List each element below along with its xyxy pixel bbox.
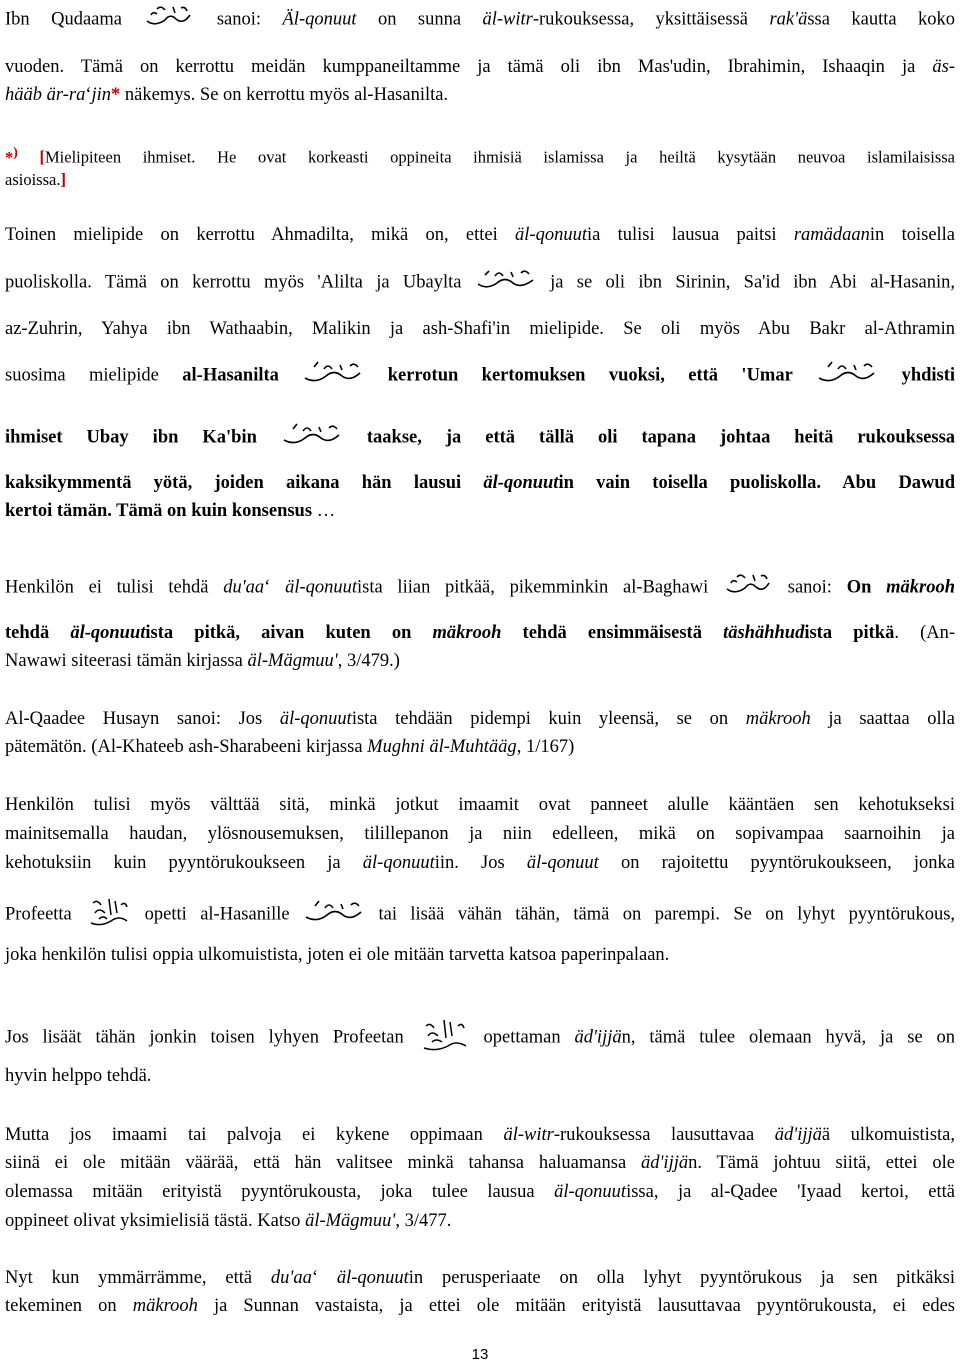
p5-line-2 [5,823,955,845]
text-span: ja saattaa olla [828,709,956,729]
footnote-marker: *) [5,144,18,167]
text-span: opetti al-Hasanille [144,904,290,925]
italic-term: äl-qonuut [362,853,435,873]
text-span: oppineet olivat yksimielisiä tästä. Katso [5,1211,301,1231]
text-span: puoliskolla. Tämä on kerrottu myös 'Alilta ja Ubaylta [5,272,462,293]
bold-text: ista pitkä [804,623,895,643]
italic-term: äl-qonuut [554,1182,627,1202]
text-span: Henkilön ei tulisi tehdä [5,577,209,598]
italic-term: Mughni äl-Muhtääg [367,737,517,757]
italic-term: äl-qonuut [318,1268,409,1288]
text-span: . (An- [894,623,956,643]
italic-term: du'aa [270,1268,312,1288]
text-span: pätemätön. (Al-Khateeb ash-Sharabeeni kirjassa [5,737,363,757]
text-span: joka henkilön tulisi oppia ulkomuistista, joten ei ole mitään tarvetta katsoa paperinpalaan. [5,945,670,965]
text-span: sunna [417,9,462,30]
text-span: -rukouksessa lausuttavaa [553,1125,755,1145]
p2-line-2 [5,271,955,295]
text-span: Ibn Qudaama [5,9,122,30]
text-span: Nawawi siteerasi tämän kirjassa [5,651,243,671]
italic-term: äd'ijjä [640,1153,689,1173]
text-span: hyvin helppo tehdä. [5,1066,152,1086]
text-span: Henkilön tulisi myös välttää sitä, minkä jotkut imaamit ovat panneet alulle kääntäen sen kehotukseksi [5,795,955,815]
text-span: sanoi: [216,9,262,30]
footnote-text: asioissa. [5,170,61,189]
p4-line-1 [5,708,955,730]
p5-line-4 [5,897,955,933]
text-span: ja se oli ibn Sirinin, Sa'id ibn Abi al-Hasanin, [550,272,956,293]
ellipsis: … [316,501,336,521]
italic-term: rak'ä [769,9,808,30]
text-span: olemassa mitään erityistä pyyntörukousta, joka tulee lausua [5,1182,535,1202]
text-span: Mutta jos imaami tai palvoja ei kykene oppimaan [5,1125,483,1145]
bold-text: ihmiset Ubay ibn Ka'bin [5,427,257,448]
radiyallahu-anhu-calligraphy-icon [303,898,365,924]
text-span: ista tehdään pidempi kuin yleensä, se on [351,709,729,729]
bold-italic-term: äl-qonuut [70,623,146,643]
text-span: siinä ei ole mitään väärää, että hän valitsee minkä tahansa haluamansa [5,1153,627,1173]
text-span: in perusperiaate on olla lyhyt pyyntörukous ja sen pitkäksi [408,1268,955,1288]
text-span: tekeminen on [5,1296,117,1316]
italic-term: äl-Mägmuu' [247,651,338,671]
bold-text: kerrotun kertomuksen vuoksi, että 'Umar [387,365,793,386]
bold-text: taakse, ja että tällä oli tapana johtaa heitä rukouksessa [366,427,956,448]
italic-term: ramädaan [793,225,870,245]
text-span: -rukouksessa, yksittäisessä [532,9,749,30]
text-span: issa, ja al-Qadee 'Iyaad kertoi, että [626,1182,955,1202]
text-span: ja Sunnan vastaista, ja ettei ole mitään erityistä lausuttavaa pyyntörukousta, ei edes [213,1296,956,1316]
salallahu-alayhi-wa-sallam-calligraphy-icon [418,1014,470,1054]
p7-line-3 [5,1181,955,1203]
p1-line-1 [5,7,955,33]
rahimahullah-calligraphy-icon [723,571,773,597]
text-span: Nyt kun ymmärrämme, että [5,1268,253,1288]
italic-term: äl-qonuut [515,225,587,245]
p7-line-4 [5,1210,955,1232]
text-span: iin. Jos [434,853,505,873]
text-span: ssa kautta koko [807,9,956,30]
text-span: , 3/479.) [337,651,400,671]
p3-line-3 [5,650,955,672]
bold-text: yhdisti [901,365,956,386]
p2-line-1 [5,224,955,246]
p5-line-5 [5,944,955,966]
bold-italic-term: täshähhud [723,623,805,643]
text-span: kehotuksiin kuin pyyntörukoukseen ja [5,853,341,873]
italic-term: äl-qonuut [483,473,559,493]
footnote-bracket: [ [39,147,45,167]
italic-term: äl-qonuut [270,577,358,598]
p6-line-2 [5,1065,955,1087]
p3-line-2 [5,622,955,644]
italic-term: äl-qonuut [526,853,599,873]
p5-line-1 [5,794,955,816]
page-number: 13 [471,1346,489,1363]
italic-term: Äl-qonuut [282,9,357,30]
p7-line-2 [5,1152,955,1174]
text-span: Jos lisäät tähän jonkin toisen lyhyen Profeetan [5,1027,404,1048]
italic-term: äd'ijjä [574,1027,622,1048]
italic-term: äl-qonuut [279,709,352,729]
italic-term: jin [91,85,112,105]
text-span: Toinen mielipide on kerrottu Ahmadilta, mikä on, ettei [5,225,498,245]
radiyallahu-anhu-calligraphy-icon [281,421,343,447]
bold-name: al-Hasanilta [182,365,279,386]
p3-line-1: Henkilön ei tulisi tehdä du'aa‘ äl-qonuutista liian pitkää, pikemminkin al-Baghawi sanoi: On mäkrooh [5,575,955,601]
text-span: , 3/477. [395,1211,452,1231]
radiyallahu-anhuma-calligraphy-icon [475,267,537,291]
text-span: ia tulisi lausua paitsi [586,225,777,245]
text-span: on [377,9,397,30]
bold-italic-term: mäkrooh [886,577,955,598]
rahimahullah-calligraphy-icon [143,3,195,29]
p2-line-6 [5,472,955,494]
italic-term: äl-Mägmuu' [305,1211,396,1231]
p7-line-1 [5,1124,955,1146]
text-span: in toisella [869,225,956,245]
p5-line-3 [5,852,955,874]
text-span: suosima mielipide [5,365,159,386]
text-span: , 1/167) [516,737,575,757]
p1-line-3: hääb är-ra‘jin* näkemys. Se on kerrottu myös al-Hasanilta. [5,85,449,105]
italic-term: hääb är-ra [5,85,86,105]
footnote-line-2 [5,169,955,191]
bold-text: kaksikymmentä yötä, joiden aikana hän lausui [5,473,462,493]
bold-italic-term: mäkrooh [432,623,502,643]
radiyallahu-anhu-calligraphy-icon [816,359,878,385]
text-span: näkemys. Se on kerrottu myös al-Hasanilta. [120,85,449,105]
italic-term: äl-witr [482,9,533,30]
text-span: sanoi: [787,577,832,598]
italic-term: äd'ijjä [774,1125,822,1145]
footnote-line-1 [5,141,955,169]
bold-text: ista pitkä, aivan kuten on [145,623,412,643]
italic-term: äl-witr [503,1125,554,1145]
bold-text: in vain toisella puoliskolla. Abu Dawud [558,473,955,493]
text-span: n. Tämä johtuu siitä, ettei ole [688,1153,955,1173]
text-span: Profeetta [5,904,72,925]
p4-line-2 [5,736,955,758]
radiyallahu-anhu-calligraphy-icon [302,359,364,385]
text-span: on rajoitettu pyyntörukoukseen, jonka [620,853,956,873]
bold-text: tehdä [5,623,50,643]
text-span: vuoden. Tämä on kerrottu meidän kumppaneiltamme ja tämä oli ibn Mas'udin, Ibrahimin, Ishaaqin ja [5,57,916,77]
text-span: mainitsemalla haudan, ylösnousemuksen, tilillepanon ja niin edelleen, mikä on sopivampaa saarnoihin ja [5,824,955,844]
text-span: ä ulkomuistista, [821,1125,955,1145]
p6-line-1 [5,1018,955,1058]
p2-line-5 [5,425,955,451]
p1-line-2 [5,56,955,78]
p8-line-2 [5,1295,955,1317]
text-span: Al-Qaadee Husayn sanoi: Jos [5,709,263,729]
italic-term: äs- [932,57,955,77]
footnote-text: Mielipiteen ihmiset. He ovat korkeasti oppineita ihmisiä islamissa ja heiltä kysytään neuvoa islamilaisissa [45,147,956,167]
p2-line-7 [5,500,955,522]
salallahu-alayhi-wa-sallam-calligraphy-icon [85,893,131,929]
p8-line-1: Nyt kun ymmärrämme, että du'aa‘ äl-qonuutin perusperiaate on olla lyhyt pyyntörukous ja sen pitkäksi [5,1268,955,1288]
footnote-marker: * [111,85,121,105]
text-span: tai lisää vähän tähän, tämä on parempi. Se on lyhyt pyyntörukous, [378,904,956,925]
text-span: n, tämä tulee olemaan hyvä, ja se on [621,1027,956,1048]
bold-text: On [846,577,872,598]
text-span: opettaman [483,1027,561,1048]
p2-line-4 [5,363,955,389]
italic-term: du'aa [223,577,265,598]
text-span: ista liian pitkää, pikemminkin al-Baghawi [357,577,709,598]
bold-text: kertoi tämän. Tämä on kuin konsensus [5,501,313,521]
text-span: az-Zuhrin, Yahya ibn Wathaabin, Malikin ja ash-Shafi'in mielipide. Se oli myös Abu Bakr al-Athramin [5,319,955,339]
italic-term: mäkrooh [745,709,811,729]
italic-term: mäkrooh [132,1296,198,1316]
bold-text: tehdä ensimmäisestä [522,623,702,643]
footnote-bracket: ] [60,170,66,189]
p2-line-3 [5,318,955,340]
